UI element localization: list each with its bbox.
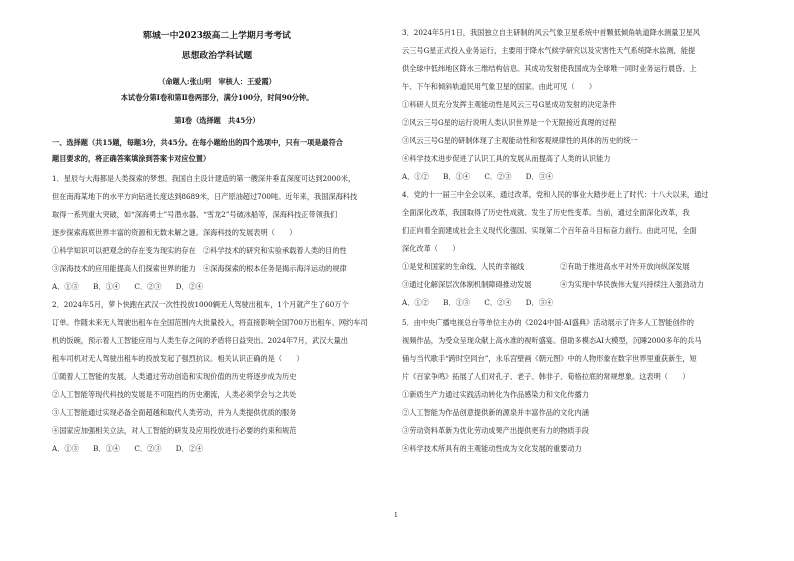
page-number: 1 <box>394 512 398 519</box>
question-text-line: 深化改革（ ） <box>402 244 460 253</box>
question-text-line: 俑与当代歌手“跨时空同台”，永乐宫壁画《朝元图》中的人物形象在数字世界里重获新生，短 <box>402 354 697 363</box>
exam-title: 郓城一中2023级高二上学期月考考试 <box>143 31 291 41</box>
option-line: ①科学知识可以把观念的存在变为现实的存在 ②科学技术的研究和实验承载着人类的目的性 <box>52 246 347 255</box>
option-line: ④科学技术进步促进了认识工具的发展从而提高了人类的认识能力 <box>402 154 611 163</box>
question-text-line: 机的饭碗，预示着人工智能应用与人类生存之间的矛盾将日益突出。2024年7月，武汉大量出 <box>52 336 348 345</box>
question-text-line: 全面深化改革，我国取得了历史性成就、发生了历史性变革。当前，通过全面深化改革，我 <box>402 208 690 217</box>
question-text-line: 但在南海某地下的水平方向钻进长度达到8689米，日产原油超过700吨。近年来，我国深海科技 <box>52 192 358 201</box>
question-text-line: 2．2024年5月，萝卜快跑在武汉一次性投放1000辆无人驾驶出租车，1个月就产生了60万个 <box>52 300 349 309</box>
option-line: ③劳动资料革新为优化劳动成果产出提供更有力的物质手段 <box>402 426 589 435</box>
option-line: ③人工智能通过实现必备全面超越和取代人类劳动，并为人类提供优质的服务 <box>52 408 297 417</box>
authors-line: （命题人:张山明 审核人：王爱霞） <box>158 77 276 86</box>
section-intro-line: 题目要求的，将正确答案填涂到答案卡对应位置） <box>52 154 211 163</box>
question-text-line: 1．星辰与大海都是人类探索的梦想。我国自主设计建造的第一艘深井垂直深度可达到2000米， <box>52 174 356 183</box>
option-line: ②人工智能等现代科技的发展是不可阻挡的历史潮流，人类必须学会与之共处 <box>52 390 297 399</box>
option-line: ③风云三号G星的研制体现了主观能动性和客观规律性的具体的历史的统一 <box>402 136 638 145</box>
question-text-line: 取得一系列重大突破，如“深海勇士”号潜水器、“雪龙2”号破冰船等，深海科技正带领我们 <box>52 210 338 219</box>
option-line: ④科学技术所具有的主观能动性成为文化发展的重要动力 <box>402 444 582 453</box>
option-line: ①科研人员充分发挥主观能动性是风云三号G星成功发射的决定条件 <box>402 100 617 109</box>
question-text-line: 逐步探索海底世界丰富的资源和无数未解之谜。深海科技的发展表明（ ） <box>52 228 297 237</box>
answer-choices-line: A．①③ B．①④ C．②③ D．②④ <box>52 444 204 453</box>
question-text-line: 午、下午和倾斜轨道民用气象卫星的国家。由此可见（ ） <box>402 82 597 91</box>
answer-choices-line: A．①② B．①③ C．②④ D．③④ <box>402 298 554 307</box>
option-line: ④国家应加强相关立法，对人工智能的研发及应用投放进行必要的约束和规范 <box>52 426 297 435</box>
question-text-line: 5．由中央广播电视总台等单位主办的《2024中国·AI盛典》活动展示了许多人工智能创作的 <box>402 318 694 327</box>
question-text-line: 4．党的十一届三中全会以来，通过改革，党和人民的事业大踏步赶上了时代：十八大以来，通过 <box>402 190 709 199</box>
question-text-line: 视频作品，为受众呈现众献上高水准的视听盛宴。借助多模态AI大模型，沉睡2000多年的兵马 <box>402 336 702 345</box>
option-line: ②风云三号G星的运行说明人类认识世界是一个无限接近真理的过程 <box>402 118 617 127</box>
question-text-line: 订单。作随未来无人驾驶出租车在全国范围内大批量投入，将直接影响全国700万出租车、网约车司 <box>52 318 368 327</box>
question-text-line: 3．2024年5月1日，我国独立自主研制的风云气象卫星系统中首颗低倾角轨道降水测量卫星风 <box>402 28 700 37</box>
exam-subtitle: 思想政治学科试题 <box>181 51 253 61</box>
option-line: ②人工智能为作品创意提供新的源泉并丰富作品的文化内涵 <box>402 408 589 417</box>
option-line: ①随着人工智能的发展，人类通过劳动创造和实现价值的历史将逐步成为历史 <box>52 372 297 381</box>
question-text-line: 租车司机对无人驾驶出租车的投放发起了强烈抗议。相关认识正确的是（ ） <box>52 354 304 363</box>
option-line: ③深海技术的应用能提高人们探索世界的能力 ④深海探索的根本任务是揭示海洋运动的规律 <box>52 264 347 273</box>
option-line: ①是党和国家的生命线、人民的幸福线 ②有助于推进高水平对外开放向纵深发展 <box>402 262 690 271</box>
question-text-line: 片《百家争鸣》拓展了人们对孔子、老子、韩非子、荀格拉底的常规想象。这表明（ ） <box>402 372 690 381</box>
answer-choices-line: A．①③ B．①④ C．②③ D．②④ <box>52 282 204 291</box>
question-text-line: 云三号G星正式投入业务运行，主要用于降水气候学研究以及灾害性天气系统降水监测，能提 <box>402 46 696 55</box>
question-text-line: 供全球中低纬地区降水三维结构信息。其成功发射使我国成为全球唯一同时业务运行晨昏、上 <box>402 64 697 73</box>
instructions-line: 本试卷分第Ⅰ卷和第Ⅱ卷两部分，满分100分，时间90分钟。 <box>120 93 314 102</box>
section-intro-line: 一、选择题（共15题，每题3分，共45分。在每小题给出的四个选项中，只有一项是最符合 <box>52 138 343 147</box>
question-text-line: 们正向着全面建成社会主义现代化强国、实现第二个百年奋斗目标奋力前行。由此可见，全面 <box>402 226 697 235</box>
answer-choices-line: A．①② B．①④ C．②③ D．③④ <box>402 172 554 181</box>
option-line: ③通过化解深层次体制机制障碍推动发展 ④为实现中华民族伟大复兴持续注入强劲动力 <box>402 280 704 289</box>
option-line: ①新质生产力通过实践活动转化为作品感染力和文化传播力 <box>402 390 589 399</box>
section-title: 第Ⅰ卷（选择题 共45分） <box>174 116 260 125</box>
